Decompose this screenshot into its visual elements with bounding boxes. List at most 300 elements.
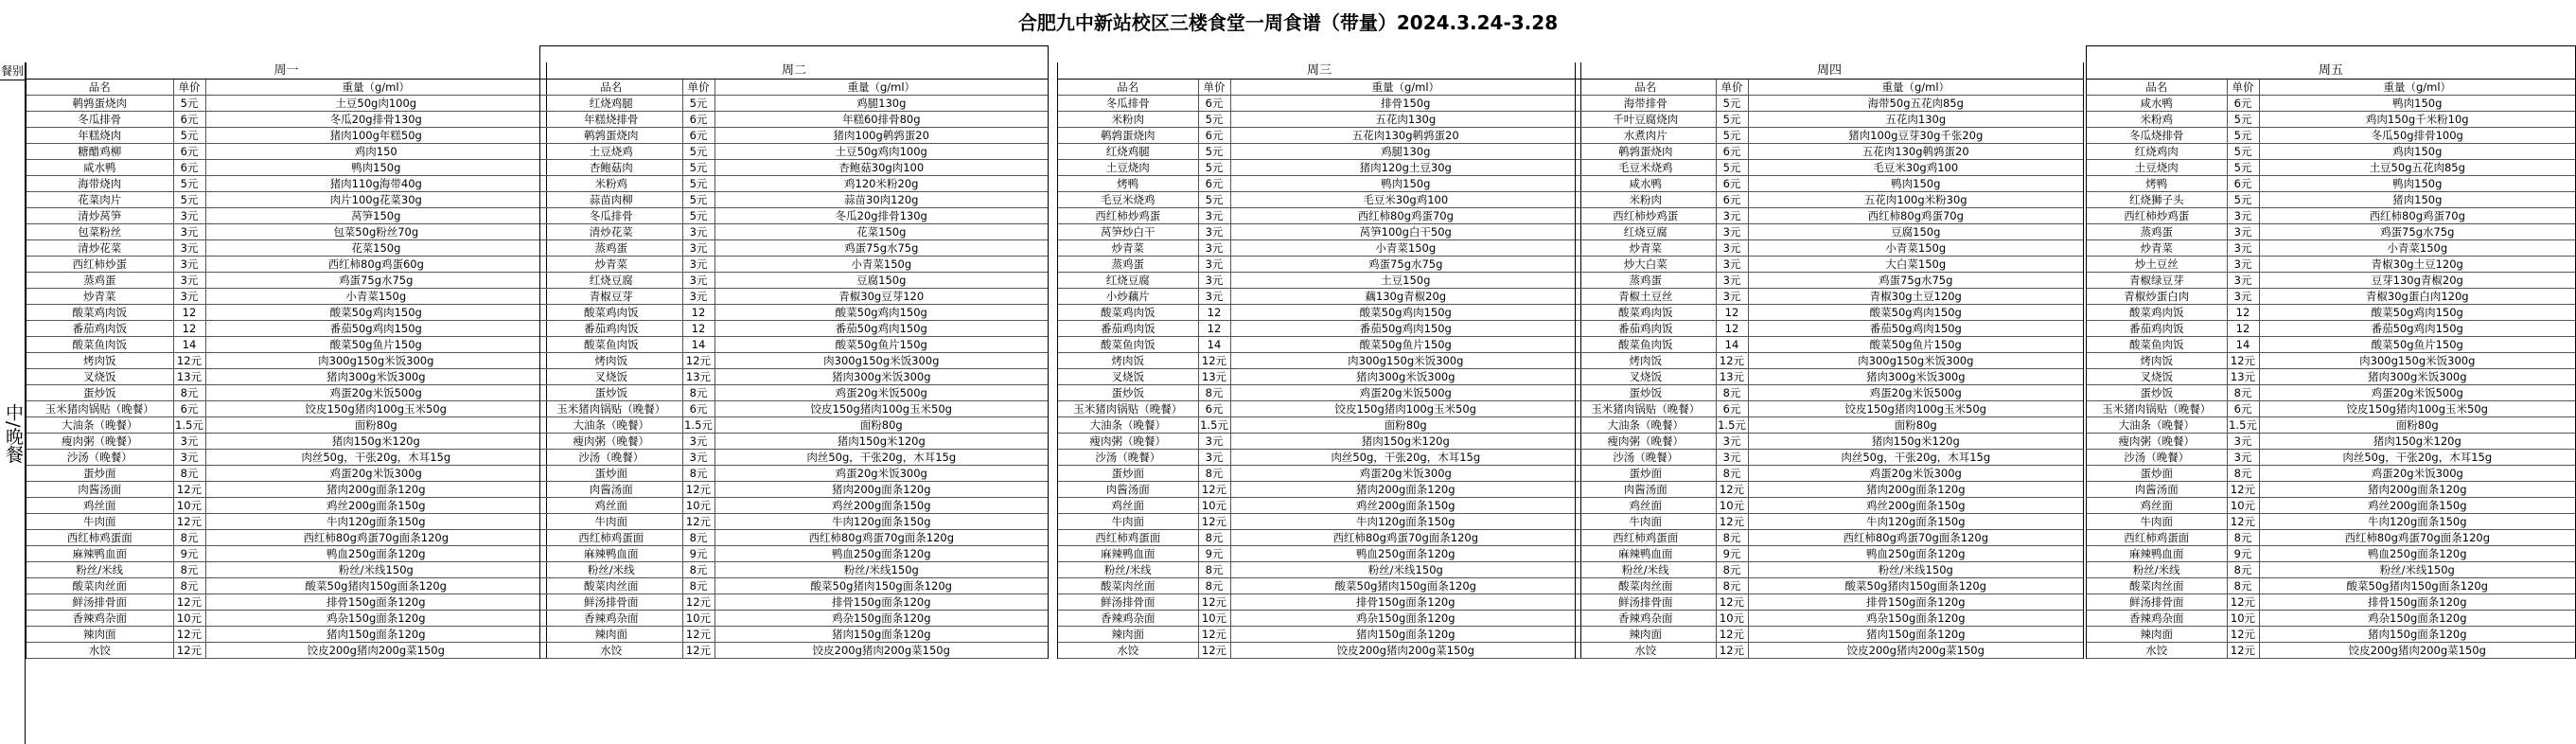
- menu-row: [26, 514, 546, 530]
- dish-price: 5元: [2227, 160, 2259, 176]
- menu-row: [2087, 530, 2575, 546]
- dish-name: 青椒土豆丝: [1576, 289, 1716, 305]
- dish-weight: 青椒30g土豆120g: [2259, 257, 2575, 273]
- dish-price: 12元: [1198, 353, 1230, 369]
- menu-row: [26, 562, 546, 578]
- menu-row: [1576, 305, 2083, 321]
- dish-name: 烤肉饭: [540, 353, 682, 369]
- menu-row: [540, 401, 1048, 417]
- dish-weight: 粉丝/米线150g: [2259, 562, 2575, 578]
- dish-name: 鸡丝面: [2087, 498, 2227, 514]
- dish-name: 鸡丝面: [1058, 498, 1198, 514]
- dish-weight: 酸菜50g鸡肉150g: [1748, 305, 2083, 321]
- menu-row: [1576, 594, 2083, 611]
- dish-weight: 鸡肉150: [205, 144, 546, 160]
- dish-price: 5元: [682, 96, 715, 112]
- menu-row: [540, 176, 1048, 192]
- menu-row: [2087, 417, 2575, 434]
- dish-weight: 海带50g五花肉85g: [1748, 96, 2083, 112]
- dish-name: 西红柿鸡蛋面: [2087, 530, 2227, 546]
- menu-row: [26, 321, 546, 337]
- dish-price: 12: [2227, 321, 2259, 337]
- dish-price: 12元: [173, 643, 205, 659]
- menu-row: [1058, 594, 1580, 611]
- menu-row: [26, 578, 546, 594]
- dish-price: 8元: [1716, 578, 1748, 594]
- dish-weight: 番茄50g鸡肉150g: [2259, 321, 2575, 337]
- dish-name: 叉烧饭: [1058, 369, 1198, 385]
- dish-name: 红烧鸡腿: [540, 96, 682, 112]
- dish-name: 酸菜肉丝面: [2087, 578, 2227, 594]
- dish-price: 13元: [682, 369, 715, 385]
- dish-name: 叉烧饭: [2087, 369, 2227, 385]
- menu-row: [1058, 401, 1580, 417]
- dish-weight: 猪肉150g米120g: [1748, 434, 2083, 450]
- column-header-weight: 重量（g/ml）: [2259, 80, 2575, 96]
- dish-name: 炒青菜: [540, 257, 682, 273]
- dish-name: 玉米猪肉锅贴（晚餐）: [26, 401, 173, 417]
- dish-price: 3元: [682, 450, 715, 466]
- dish-name: 玉米猪肉锅贴（晚餐）: [2087, 401, 2227, 417]
- menu-row: [540, 450, 1048, 466]
- column-header-name: 品名: [1576, 80, 1716, 96]
- dish-price: 12: [1198, 305, 1230, 321]
- dish-price: 3元: [682, 289, 715, 305]
- dish-price: 3元: [1198, 450, 1230, 466]
- menu-row: [26, 257, 546, 273]
- menu-row: [540, 466, 1048, 482]
- dish-weight: 肉丝50g，干张20g，木耳15g: [2259, 450, 2575, 466]
- column-header-row: [1058, 80, 1580, 96]
- menu-row: [540, 128, 1048, 144]
- menu-row: [1576, 321, 2083, 337]
- dish-weight: 鸡蛋20g米饭500g: [2259, 385, 2575, 401]
- dish-weight: 五花肉130g鹌鹑蛋20: [1748, 144, 2083, 160]
- menu-row: [26, 240, 546, 257]
- dish-name: 炒青菜: [26, 289, 173, 305]
- dish-name: 瘦肉粥（晚餐）: [1576, 434, 1716, 450]
- menu-row: [1576, 627, 2083, 643]
- dish-price: 3元: [2227, 434, 2259, 450]
- menu-row: [1058, 562, 1580, 578]
- dish-price: 1.5元: [2227, 417, 2259, 434]
- dish-price: 5元: [1198, 144, 1230, 160]
- day-menu-table: [2087, 80, 2575, 659]
- column-header-weight: 重量（g/ml）: [1748, 80, 2083, 96]
- menu-row: [540, 192, 1048, 208]
- menu-row: [26, 192, 546, 208]
- dish-name: 烤肉饭: [26, 353, 173, 369]
- menu-row: [26, 498, 546, 514]
- dish-name: 瘦肉粥（晚餐）: [1058, 434, 1198, 450]
- dish-price: 14: [1716, 337, 1748, 353]
- dish-price: 3元: [1198, 224, 1230, 240]
- menu-row: [540, 578, 1048, 594]
- dish-price: 5元: [1716, 96, 1748, 112]
- dish-price: 10元: [173, 498, 205, 514]
- menu-row: [1058, 578, 1580, 594]
- day-menu-table: [1576, 80, 2083, 659]
- dish-name: 麻辣鸭血面: [26, 546, 173, 562]
- dish-price: 3元: [682, 273, 715, 289]
- meal-side-text: 中/晚餐: [3, 403, 24, 464]
- dish-price: 5元: [2227, 192, 2259, 208]
- column-header-row: [1576, 80, 2083, 96]
- dish-name: 鹌鹑蛋烧肉: [26, 96, 173, 112]
- dish-name: 香辣鸡杂面: [1576, 611, 1716, 627]
- menu-row: [2087, 401, 2575, 417]
- menu-row: [1058, 96, 1580, 112]
- menu-row: [540, 643, 1048, 659]
- dish-price: 5元: [1198, 192, 1230, 208]
- dish-name: 蛋炒饭: [26, 385, 173, 401]
- dish-weight: 鸡杂150g面条120g: [2259, 611, 2575, 627]
- dish-name: 瘦肉粥（晚餐）: [2087, 434, 2227, 450]
- dish-name: 牛肉面: [1576, 514, 1716, 530]
- menu-row: [1576, 514, 2083, 530]
- dish-name: 青椒绿豆芽: [2087, 273, 2227, 289]
- day-header: 周五: [2087, 62, 2575, 80]
- dish-name: 烤肉饭: [1058, 353, 1198, 369]
- dish-weight: 牛肉120g面条150g: [205, 514, 546, 530]
- menu-row: [26, 546, 546, 562]
- dish-price: 10元: [682, 611, 715, 627]
- menu-row: [540, 562, 1048, 578]
- dish-price: 8元: [1198, 530, 1230, 546]
- menu-row: [1058, 192, 1580, 208]
- dish-name: 毛豆米烧鸡: [1576, 160, 1716, 176]
- dish-price: 10元: [2227, 498, 2259, 514]
- dish-weight: 鸭肉150g: [205, 160, 546, 176]
- dish-name: 香辣鸡杂面: [2087, 611, 2227, 627]
- menu-row: [540, 546, 1048, 562]
- dish-name: 香辣鸡杂面: [540, 611, 682, 627]
- dish-name: 番茄鸡肉饭: [2087, 321, 2227, 337]
- dish-weight: 猪肉150g面条120g: [1230, 627, 1580, 643]
- dish-weight: 西红柿80g鸡蛋70g面条120g: [1748, 530, 2083, 546]
- dish-price: 12元: [1198, 514, 1230, 530]
- dish-weight: 牛肉120g面条150g: [2259, 514, 2575, 530]
- dish-weight: 饺皮200g猪肉200g菜150g: [715, 643, 1048, 659]
- menu-row: [26, 530, 546, 546]
- dish-weight: 鸡腿130g: [715, 96, 1048, 112]
- dish-weight: 酸菜50g猪肉150g面条120g: [2259, 578, 2575, 594]
- dish-price: 12元: [173, 627, 205, 643]
- dish-price: 12元: [173, 353, 205, 369]
- dish-price: 9元: [2227, 546, 2259, 562]
- dish-weight: 西红柿80g鸡蛋70g: [1748, 208, 2083, 224]
- dish-weight: 鸡蛋75g水75g: [1748, 273, 2083, 289]
- dish-name: 咸水鸭: [2087, 96, 2227, 112]
- menu-row: [540, 594, 1048, 611]
- dish-name: 西红柿鸡蛋面: [1576, 530, 1716, 546]
- dish-weight: 包菜50g粉丝70g: [205, 224, 546, 240]
- menu-row: [1576, 353, 2083, 369]
- column-header-name: 品名: [1058, 80, 1198, 96]
- dish-weight: 肉丝50g，干张20g，木耳15g: [205, 450, 546, 466]
- column-header-weight: 重量（g/ml）: [1230, 80, 1580, 96]
- dish-price: 6元: [682, 401, 715, 417]
- dish-weight: 鸡丝200g面条150g: [205, 498, 546, 514]
- dish-price: 13元: [173, 369, 205, 385]
- menu-row: [1058, 208, 1580, 224]
- dish-weight: 排骨150g面条120g: [2259, 594, 2575, 611]
- menu-row: [26, 627, 546, 643]
- menu-row: [1058, 530, 1580, 546]
- menu-row: [1058, 128, 1580, 144]
- dish-price: 8元: [682, 562, 715, 578]
- dish-name: 炒青菜: [2087, 240, 2227, 257]
- dish-name: 鹌鹑蛋烧肉: [1576, 144, 1716, 160]
- menu-row: [1576, 643, 2083, 659]
- dish-price: 12元: [682, 643, 715, 659]
- dish-weight: 猪肉300g米饭300g: [205, 369, 546, 385]
- dish-price: 6元: [1198, 96, 1230, 112]
- dish-weight: 鸭血250g面条120g: [715, 546, 1048, 562]
- dish-price: 5元: [173, 96, 205, 112]
- dish-weight: 鸭肉150g: [1748, 176, 2083, 192]
- menu-row: [540, 417, 1048, 434]
- dish-name: 酸菜肉丝面: [1058, 578, 1198, 594]
- dish-weight: 酸菜50g鱼片150g: [715, 337, 1048, 353]
- column-header-price: 单价: [173, 80, 205, 96]
- dish-weight: 年糕60排骨80g: [715, 112, 1048, 128]
- dish-price: 6元: [1716, 176, 1748, 192]
- dish-name: 酸菜鸡肉饭: [540, 305, 682, 321]
- dish-weight: 排骨150g面条120g: [205, 594, 546, 611]
- menu-row: [1576, 337, 2083, 353]
- dish-weight: 猪肉300g米饭300g: [1230, 369, 1580, 385]
- dish-name: 沙汤（晚餐）: [26, 450, 173, 466]
- dish-name: 炒大白菜: [1576, 257, 1716, 273]
- dish-name: 蒸鸡蛋: [26, 273, 173, 289]
- day-header: 周三: [1058, 62, 1580, 80]
- menu-row: [2087, 578, 2575, 594]
- dish-price: 8元: [173, 562, 205, 578]
- dish-price: 8元: [1198, 578, 1230, 594]
- menu-row: [1576, 611, 2083, 627]
- menu-row: [540, 112, 1048, 128]
- dish-price: 6元: [1716, 401, 1748, 417]
- dish-weight: 猪肉300g米饭300g: [1748, 369, 2083, 385]
- dish-price: 12元: [682, 627, 715, 643]
- dish-name: 红烧豆腐: [1576, 224, 1716, 240]
- dish-price: 5元: [682, 192, 715, 208]
- dish-weight: 猪肉110g海带40g: [205, 176, 546, 192]
- dish-name: 土豆烧肉: [1058, 160, 1198, 176]
- menu-row: [26, 160, 546, 176]
- dish-name: 红烧鸡肉: [2087, 144, 2227, 160]
- dish-price: 6元: [2227, 96, 2259, 112]
- dish-name: 年糕烧肉: [26, 128, 173, 144]
- meal-side-label: [0, 403, 25, 470]
- dish-price: 14: [2227, 337, 2259, 353]
- dish-weight: 土豆50g鸡肉100g: [715, 144, 1048, 160]
- dish-weight: 鸭肉150g: [2259, 96, 2575, 112]
- dish-price: 5元: [1198, 112, 1230, 128]
- dish-price: 12元: [1198, 594, 1230, 611]
- dish-weight: 五花肉130g鹌鹑蛋20: [1230, 128, 1580, 144]
- dish-weight: 猪肉100g豆芽30g千张20g: [1748, 128, 2083, 144]
- menu-row: [26, 369, 546, 385]
- dish-price: 10元: [1716, 611, 1748, 627]
- dish-name: 番茄鸡肉饭: [1058, 321, 1198, 337]
- dish-name: 蛋炒面: [2087, 466, 2227, 482]
- dish-weight: 鸡蛋75g水75g: [715, 240, 1048, 257]
- dish-name: 炒土豆丝: [2087, 257, 2227, 273]
- dish-weight: 青椒30g蛋白肉120g: [2259, 289, 2575, 305]
- dish-weight: 饺皮200g猪肉200g菜150g: [1748, 643, 2083, 659]
- dish-weight: 莴笋100g白干50g: [1230, 224, 1580, 240]
- dish-price: 3元: [173, 240, 205, 257]
- menu-row: [2087, 240, 2575, 257]
- dish-weight: 鸡杂150g面条120g: [205, 611, 546, 627]
- dish-price: 3元: [2227, 224, 2259, 240]
- menu-row: [540, 208, 1048, 224]
- dish-weight: 饺皮150g猪肉100g玉米50g: [1230, 401, 1580, 417]
- dish-weight: 小青菜150g: [205, 289, 546, 305]
- dish-price: 8元: [173, 466, 205, 482]
- day-block-3: [1057, 62, 1581, 659]
- dish-price: 12: [1716, 305, 1748, 321]
- dish-name: 蛋炒面: [1576, 466, 1716, 482]
- menu-row: [540, 337, 1048, 353]
- dish-name: 肉酱汤面: [540, 482, 682, 498]
- menu-row: [1576, 401, 2083, 417]
- dish-price: 6元: [173, 401, 205, 417]
- dish-name: 鲜汤排骨面: [2087, 594, 2227, 611]
- dish-weight: 酸菜50g猪肉150g面条120g: [205, 578, 546, 594]
- dish-price: 5元: [1198, 160, 1230, 176]
- dish-name: 牛肉面: [26, 514, 173, 530]
- dish-price: 8元: [2227, 385, 2259, 401]
- dish-price: 12元: [2227, 594, 2259, 611]
- menu-row: [2087, 562, 2575, 578]
- dish-name: 叉烧饭: [540, 369, 682, 385]
- dish-weight: 小青菜150g: [715, 257, 1048, 273]
- dish-weight: 猪肉300g米饭300g: [715, 369, 1048, 385]
- menu-row: [1576, 224, 2083, 240]
- dish-name: 香辣鸡杂面: [1058, 611, 1198, 627]
- dish-price: 12: [2227, 305, 2259, 321]
- dish-price: 12: [173, 305, 205, 321]
- dish-weight: 鸡蛋20g米饭300g: [205, 466, 546, 482]
- dish-weight: 酸菜50g鱼片150g: [1230, 337, 1580, 353]
- dish-name: 鲜汤排骨面: [1576, 594, 1716, 611]
- dish-name: 烤肉饭: [1576, 353, 1716, 369]
- dish-name: 麻辣鸭血面: [540, 546, 682, 562]
- menu-row: [26, 128, 546, 144]
- meal-column: [0, 62, 26, 744]
- dish-weight: 酸菜50g鱼片150g: [2259, 337, 2575, 353]
- dish-name: 瘦肉粥（晚餐）: [26, 434, 173, 450]
- dish-name: 大油条（晚餐）: [1576, 417, 1716, 434]
- dish-weight: 鸭血250g面条120g: [2259, 546, 2575, 562]
- menu-row: [2087, 305, 2575, 321]
- dish-weight: 粉丝/米线150g: [1230, 562, 1580, 578]
- menu-row: [2087, 514, 2575, 530]
- menu-row: [2087, 627, 2575, 643]
- dish-price: 12: [682, 305, 715, 321]
- dish-weight: 猪肉150g米120g: [2259, 434, 2575, 450]
- menu-row: [540, 160, 1048, 176]
- dish-price: 10元: [1198, 611, 1230, 627]
- dish-name: 冬瓜排骨: [540, 208, 682, 224]
- menu-row: [1058, 305, 1580, 321]
- dish-price: 1.5元: [1716, 417, 1748, 434]
- dish-name: 青椒豆芽: [540, 289, 682, 305]
- dish-price: 3元: [2227, 273, 2259, 289]
- dish-weight: 番茄50g鸡肉150g: [1748, 321, 2083, 337]
- dish-name: 辣肉面: [1576, 627, 1716, 643]
- dish-name: 玉米猪肉锅贴（晚餐）: [1576, 401, 1716, 417]
- menu-row: [2087, 192, 2575, 208]
- dish-price: 14: [173, 337, 205, 353]
- dish-price: 12元: [1716, 514, 1748, 530]
- dish-name: 粉丝/米线: [1576, 562, 1716, 578]
- dish-price: 13元: [2227, 369, 2259, 385]
- menu-row: [1058, 144, 1580, 160]
- dish-price: 3元: [1198, 273, 1230, 289]
- column-header-name: 品名: [26, 80, 173, 96]
- dish-name: 粉丝/米线: [540, 562, 682, 578]
- menu-row: [26, 417, 546, 434]
- menu-row: [540, 240, 1048, 257]
- menu-row: [540, 224, 1048, 240]
- dish-weight: 冬瓜20g排骨130g: [715, 208, 1048, 224]
- menu-row: [1576, 369, 2083, 385]
- dish-price: 8元: [2227, 466, 2259, 482]
- dish-price: 3元: [1198, 289, 1230, 305]
- header-blank-cell: [539, 45, 1049, 63]
- dish-weight: 饺皮150g猪肉100g玉米50g: [205, 401, 546, 417]
- dish-price: 8元: [173, 578, 205, 594]
- dish-weight: 猪肉150g米120g: [1230, 434, 1580, 450]
- dish-name: 粉丝/米线: [2087, 562, 2227, 578]
- dish-price: 12元: [2227, 627, 2259, 643]
- dish-weight: 排骨150g面条120g: [715, 594, 1048, 611]
- dish-weight: 酸菜50g鸡肉150g: [1230, 305, 1580, 321]
- column-header-price: 单价: [682, 80, 715, 96]
- menu-row: [1058, 369, 1580, 385]
- dish-price: 8元: [1198, 562, 1230, 578]
- dish-name: 毛豆米烧鸡: [1058, 192, 1198, 208]
- dish-price: 12元: [682, 482, 715, 498]
- dish-price: 12元: [2227, 514, 2259, 530]
- dish-weight: 猪肉150g面条120g: [205, 627, 546, 643]
- dish-weight: 饺皮150g猪肉100g玉米50g: [715, 401, 1048, 417]
- page-title: 合肥九中新站校区三楼食堂一周食谱（带量）2024.3.24-3.28: [1017, 11, 1559, 34]
- dish-price: 12元: [1716, 594, 1748, 611]
- dish-name: 炒青菜: [1058, 240, 1198, 257]
- dish-weight: 猪肉200g面条120g: [205, 482, 546, 498]
- menu-row: [26, 594, 546, 611]
- menu-row: [2087, 144, 2575, 160]
- dish-price: 9元: [682, 546, 715, 562]
- dish-weight: 牛肉120g面条150g: [1748, 514, 2083, 530]
- dish-weight: 鸡蛋20g米饭300g: [715, 466, 1048, 482]
- dish-weight: 西红柿80g鸡蛋70g: [1230, 208, 1580, 224]
- dish-name: 花菜肉片: [26, 192, 173, 208]
- dish-weight: 鸡丝200g面条150g: [2259, 498, 2575, 514]
- menu-row: [1058, 434, 1580, 450]
- menu-row: [2087, 594, 2575, 611]
- dish-price: 6元: [1198, 176, 1230, 192]
- dish-name: 香辣鸡杂面: [26, 611, 173, 627]
- dish-price: 3元: [682, 240, 715, 257]
- dish-price: 5元: [1716, 112, 1748, 128]
- dish-price: 10元: [682, 498, 715, 514]
